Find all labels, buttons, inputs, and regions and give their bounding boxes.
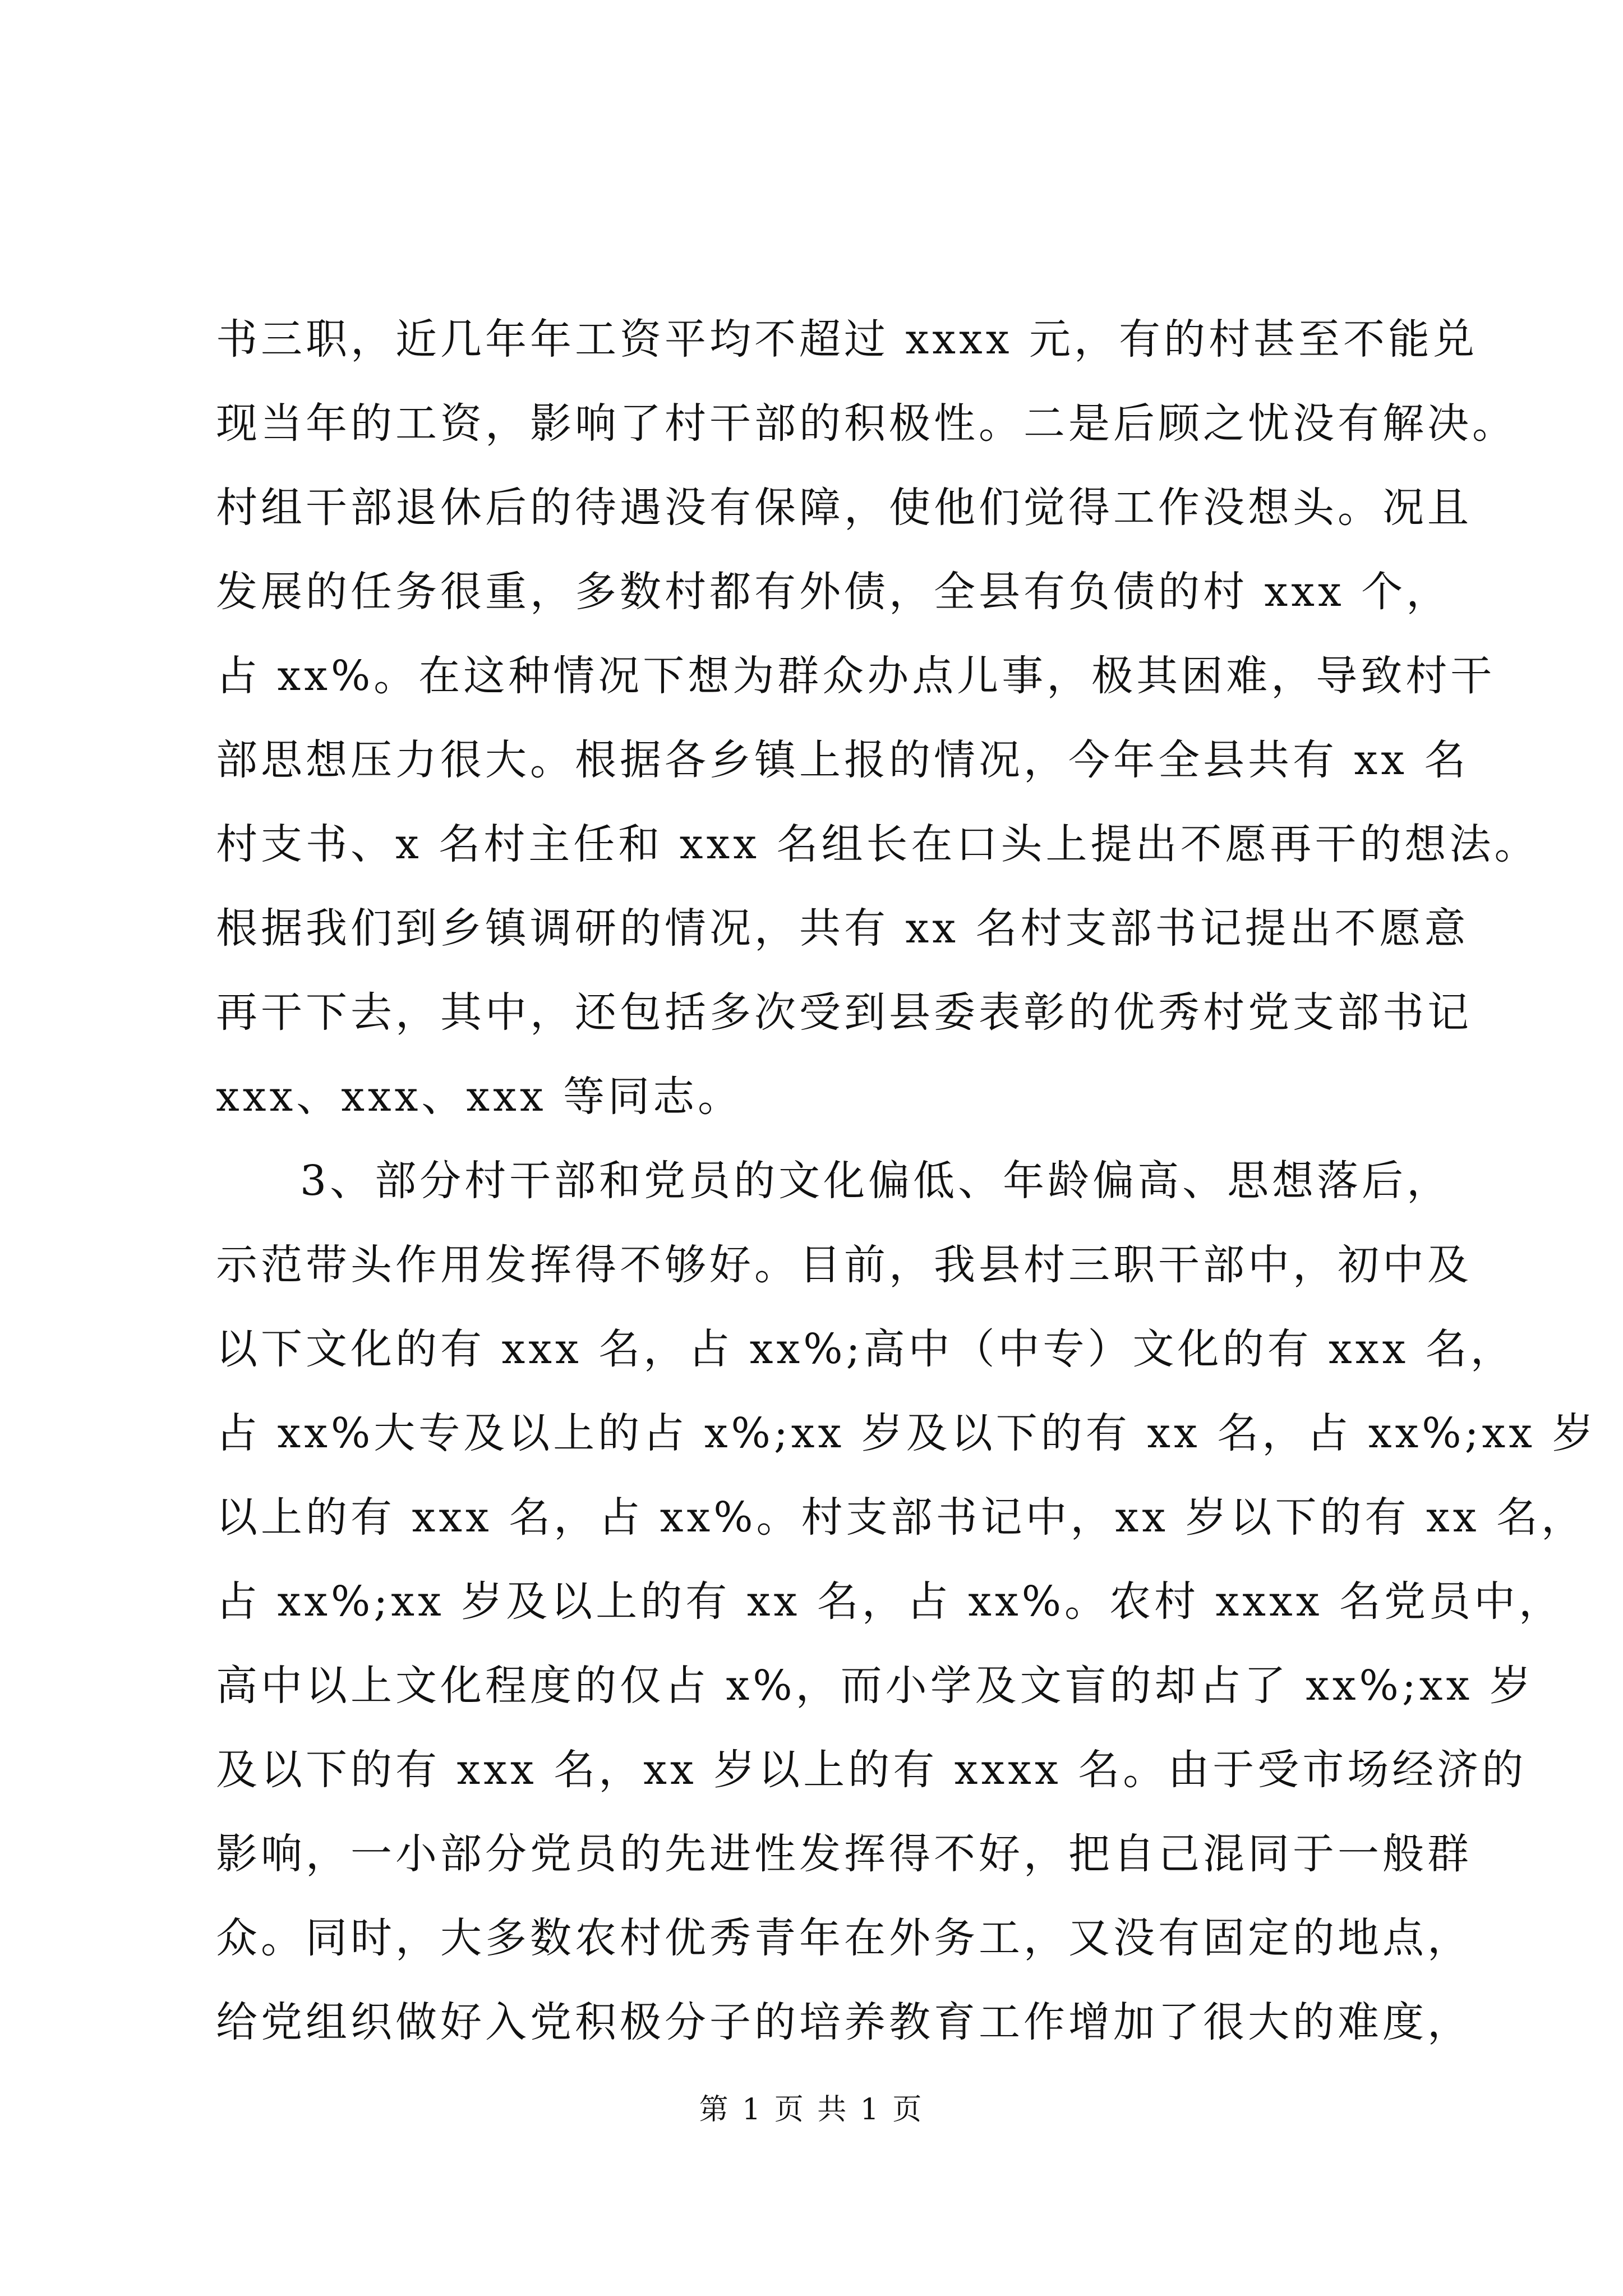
- text-line: 示范带头作用发挥得不够好。目前，我县村三职干部中，初中及: [216, 1241, 1472, 1289]
- text-line: 众。同时，大多数农村优秀青年在外务工，又没有固定的地点，: [216, 1914, 1472, 1962]
- text-line: 发展的任务很重，多数村都有外债，全县有负债的村 xxx 个，: [216, 568, 1451, 616]
- text-line: 占 xx%;xx 岁及以上的有 xx 名，占 xx%。农村 xxxx 名党员中，: [216, 1577, 1564, 1626]
- text-line: 给党组织做好入党积极分子的培养教育工作增加了很大的难度，: [216, 1998, 1472, 2046]
- text-line: 以上的有 xxx 名，占 xx%。村支部书记中，xx 岁以下的有 xx 名，: [216, 1493, 1587, 1542]
- text-line: 以下文化的有 xxx 名，占 xx%;高中（中专）文化的有 xxx 名，: [216, 1325, 1515, 1373]
- text-line: 根据我们到乡镇调研的情况，共有 xx 名村支部书记提出不愿意: [216, 904, 1469, 953]
- text-line: 占 xx%大专及以上的占 x%;xx 岁及以下的有 xx 名，占 xx%;xx 岁: [216, 1409, 1597, 1457]
- text-line: 村组干部退休后的待遇没有保障，使他们觉得工作没想头。况且: [216, 484, 1472, 532]
- text-line: 影响，一小部分党员的先进性发挥得不好，把自己混同于一般群: [216, 1830, 1472, 1878]
- text-line: 书三职，近几年年工资平均不超过 xxxx 元，有的村甚至不能兑: [216, 315, 1478, 364]
- text-line: xxx、xxx、xxx 等同志。: [216, 1073, 743, 1121]
- text-line: 及以下的有 xxx 名，xx 岁以上的有 xxxx 名。由于受市场经济的: [216, 1746, 1527, 1794]
- text-line: 部思想压力很大。根据各乡镇上报的情况，今年全县共有 xx 名: [216, 736, 1469, 784]
- paragraph-start-line: 3、部分村干部和党员的文化偏低、年龄偏高、思想落后，: [300, 1157, 1452, 1205]
- text-line: 高中以上文化程度的仅占 x%，而小学及文盲的却占了 xx%;xx 岁: [216, 1662, 1534, 1710]
- page-footer: 第 1 页 共 1 页: [699, 2093, 924, 2127]
- text-line: 村支书、x 名村主任和 xxx 名组长在口头上提出不愿再干的想法。: [216, 820, 1539, 868]
- text-line: 现当年的工资，影响了村干部的积极性。二是后顾之忧没有解决。: [216, 399, 1517, 448]
- text-line: 占 xx%。在这种情况下想为群众办点儿事，极其困难，导致村干: [216, 652, 1496, 700]
- text-line: 再干下去，其中，还包括多次受到县委表彰的优秀村党支部书记: [216, 988, 1472, 1037]
